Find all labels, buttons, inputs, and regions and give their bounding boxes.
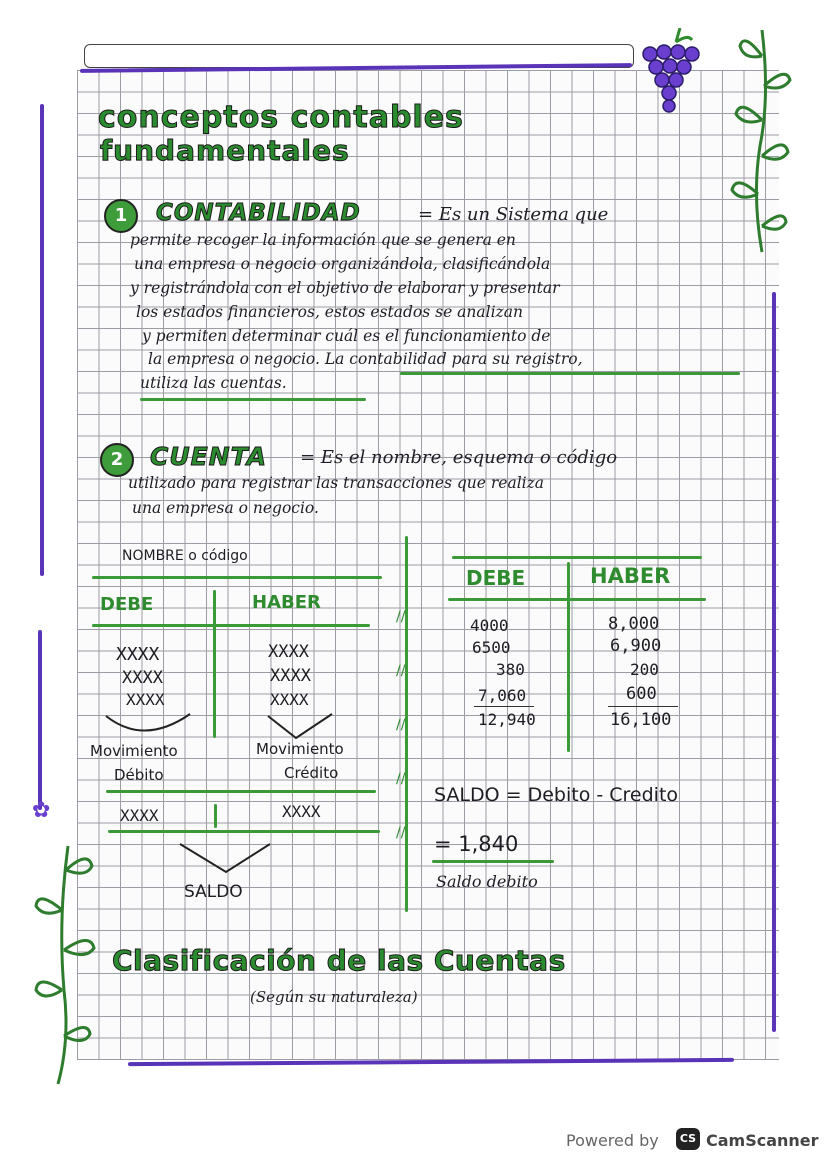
grapes-icon <box>636 28 716 124</box>
right-debe-4: 12,940 <box>478 710 536 729</box>
account-header-line <box>92 576 382 579</box>
mov-credito-line1: Movimiento <box>256 740 344 758</box>
right-haber-2: 200 <box>630 660 659 679</box>
flower-doodle-icon: ✿ <box>32 798 51 823</box>
vine-right-icon <box>722 26 798 256</box>
underline-contabilidad <box>400 372 740 375</box>
saldo-label: SALDO <box>184 882 243 902</box>
right-haber-4: 16,100 <box>610 710 672 730</box>
right-debe-label: DEBE <box>466 566 526 590</box>
saldo-result-label: Saldo debito <box>436 872 538 891</box>
right-haber-sum-line <box>608 706 678 707</box>
account-name-header: NOMBRE o código <box>122 548 248 564</box>
camscanner-logo-icon <box>676 1128 700 1150</box>
section2-term: CUENTA <box>150 442 268 471</box>
right-haber-0: 8,000 <box>608 614 660 634</box>
section3-title: Clasificación de las Cuentas <box>112 944 566 977</box>
section1-number: 1 <box>104 199 138 233</box>
left-debe-row-0: XXXX <box>116 644 160 665</box>
section1-line-0: = Es un Sistema que <box>418 204 609 225</box>
section1-line-3: y registrándola con el objetivo de elaborar y presentar <box>130 279 560 297</box>
section1-line-5: y permiten determinar cuál es el funcionamiento de <box>142 327 551 345</box>
right-haber-1: 6,900 <box>610 636 662 656</box>
camscanner-badge-text: CS <box>679 1132 697 1145</box>
left-haber-row-0: XXXX <box>268 642 309 662</box>
right-debe-1: 6500 <box>472 638 511 657</box>
left-haber-row-2: XXXX <box>270 690 309 709</box>
section1-line-7: utiliza las cuentas. <box>140 374 287 392</box>
left-haber-row-1: XXXX <box>270 666 311 686</box>
right-t-vertical <box>567 562 570 752</box>
vine-left-icon <box>28 840 108 1090</box>
mov-debito-line2: Débito <box>114 766 164 784</box>
section1-line-4: los estados financieros, estos estados se analizan <box>136 303 523 321</box>
saldo-formula: SALDO = Debito - Credito <box>434 784 679 806</box>
mov-debito-line1: Movimiento <box>90 742 178 760</box>
separator-marks: // // // // // <box>396 609 406 841</box>
left-haber-label: HABER <box>252 592 321 613</box>
center-separator <box>405 536 408 912</box>
section3-subtitle: (Según su naturaleza) <box>250 988 418 1006</box>
section1-line-1: permite recoger la información que se genera en <box>130 231 516 249</box>
section2-line-0: = Es el nombre, esquema o código <box>300 447 618 468</box>
brace-saldo <box>178 840 274 876</box>
total-right: XXXX <box>282 802 321 821</box>
left-debe-row-1: XXXX <box>122 668 163 688</box>
left-debe-row-2: XXXX <box>126 690 165 709</box>
left-t-vertical <box>213 590 216 738</box>
right-haber-3: 600 <box>626 684 657 704</box>
total-left: XXXX <box>120 806 159 825</box>
right-account-top-line <box>452 556 702 559</box>
right-t-horizontal <box>448 598 706 601</box>
brace-credito <box>266 712 336 742</box>
purple-right-stroke <box>772 292 776 1032</box>
brace-debito <box>104 712 194 742</box>
saldo-result-underline <box>432 860 554 863</box>
section1-term: CONTABILIDAD <box>156 200 361 226</box>
mov-credito-line2: Crédito <box>284 764 339 782</box>
totals-divider <box>214 804 217 828</box>
right-debe-3: 7,060 <box>478 686 527 705</box>
purple-left-stroke <box>40 104 44 576</box>
left-debe-label: DEBE <box>100 594 154 615</box>
section1-line-2: una empresa o negocio organizándola, clasificándola <box>134 255 551 273</box>
totals-bottom-line <box>108 830 380 833</box>
section2-line-1: utilizado para registrar las transacciones que realiza <box>128 474 545 492</box>
page-title-line2: fundamentales <box>100 134 350 167</box>
underline-cuentas <box>140 398 366 401</box>
section2-line-2: una empresa o negocio. <box>132 499 319 517</box>
totals-top-line <box>106 790 376 793</box>
footer-powered-by: Powered by <box>566 1131 659 1150</box>
purple-left-stroke-lower <box>38 630 42 810</box>
page-title-line1: conceptos contables <box>98 100 464 135</box>
left-t-horizontal <box>92 624 370 627</box>
right-debe-0: 4000 <box>470 616 509 635</box>
section1-line-6: la empresa o negocio. La contabilidad para su registro, <box>148 350 583 368</box>
right-haber-label: HABER <box>590 564 671 588</box>
saldo-result: = 1,840 <box>434 832 519 856</box>
section2-number: 2 <box>100 443 134 477</box>
right-debe-sum-line <box>474 706 534 707</box>
right-debe-2: 380 <box>496 660 525 679</box>
footer-brand: CamScanner <box>706 1131 819 1150</box>
